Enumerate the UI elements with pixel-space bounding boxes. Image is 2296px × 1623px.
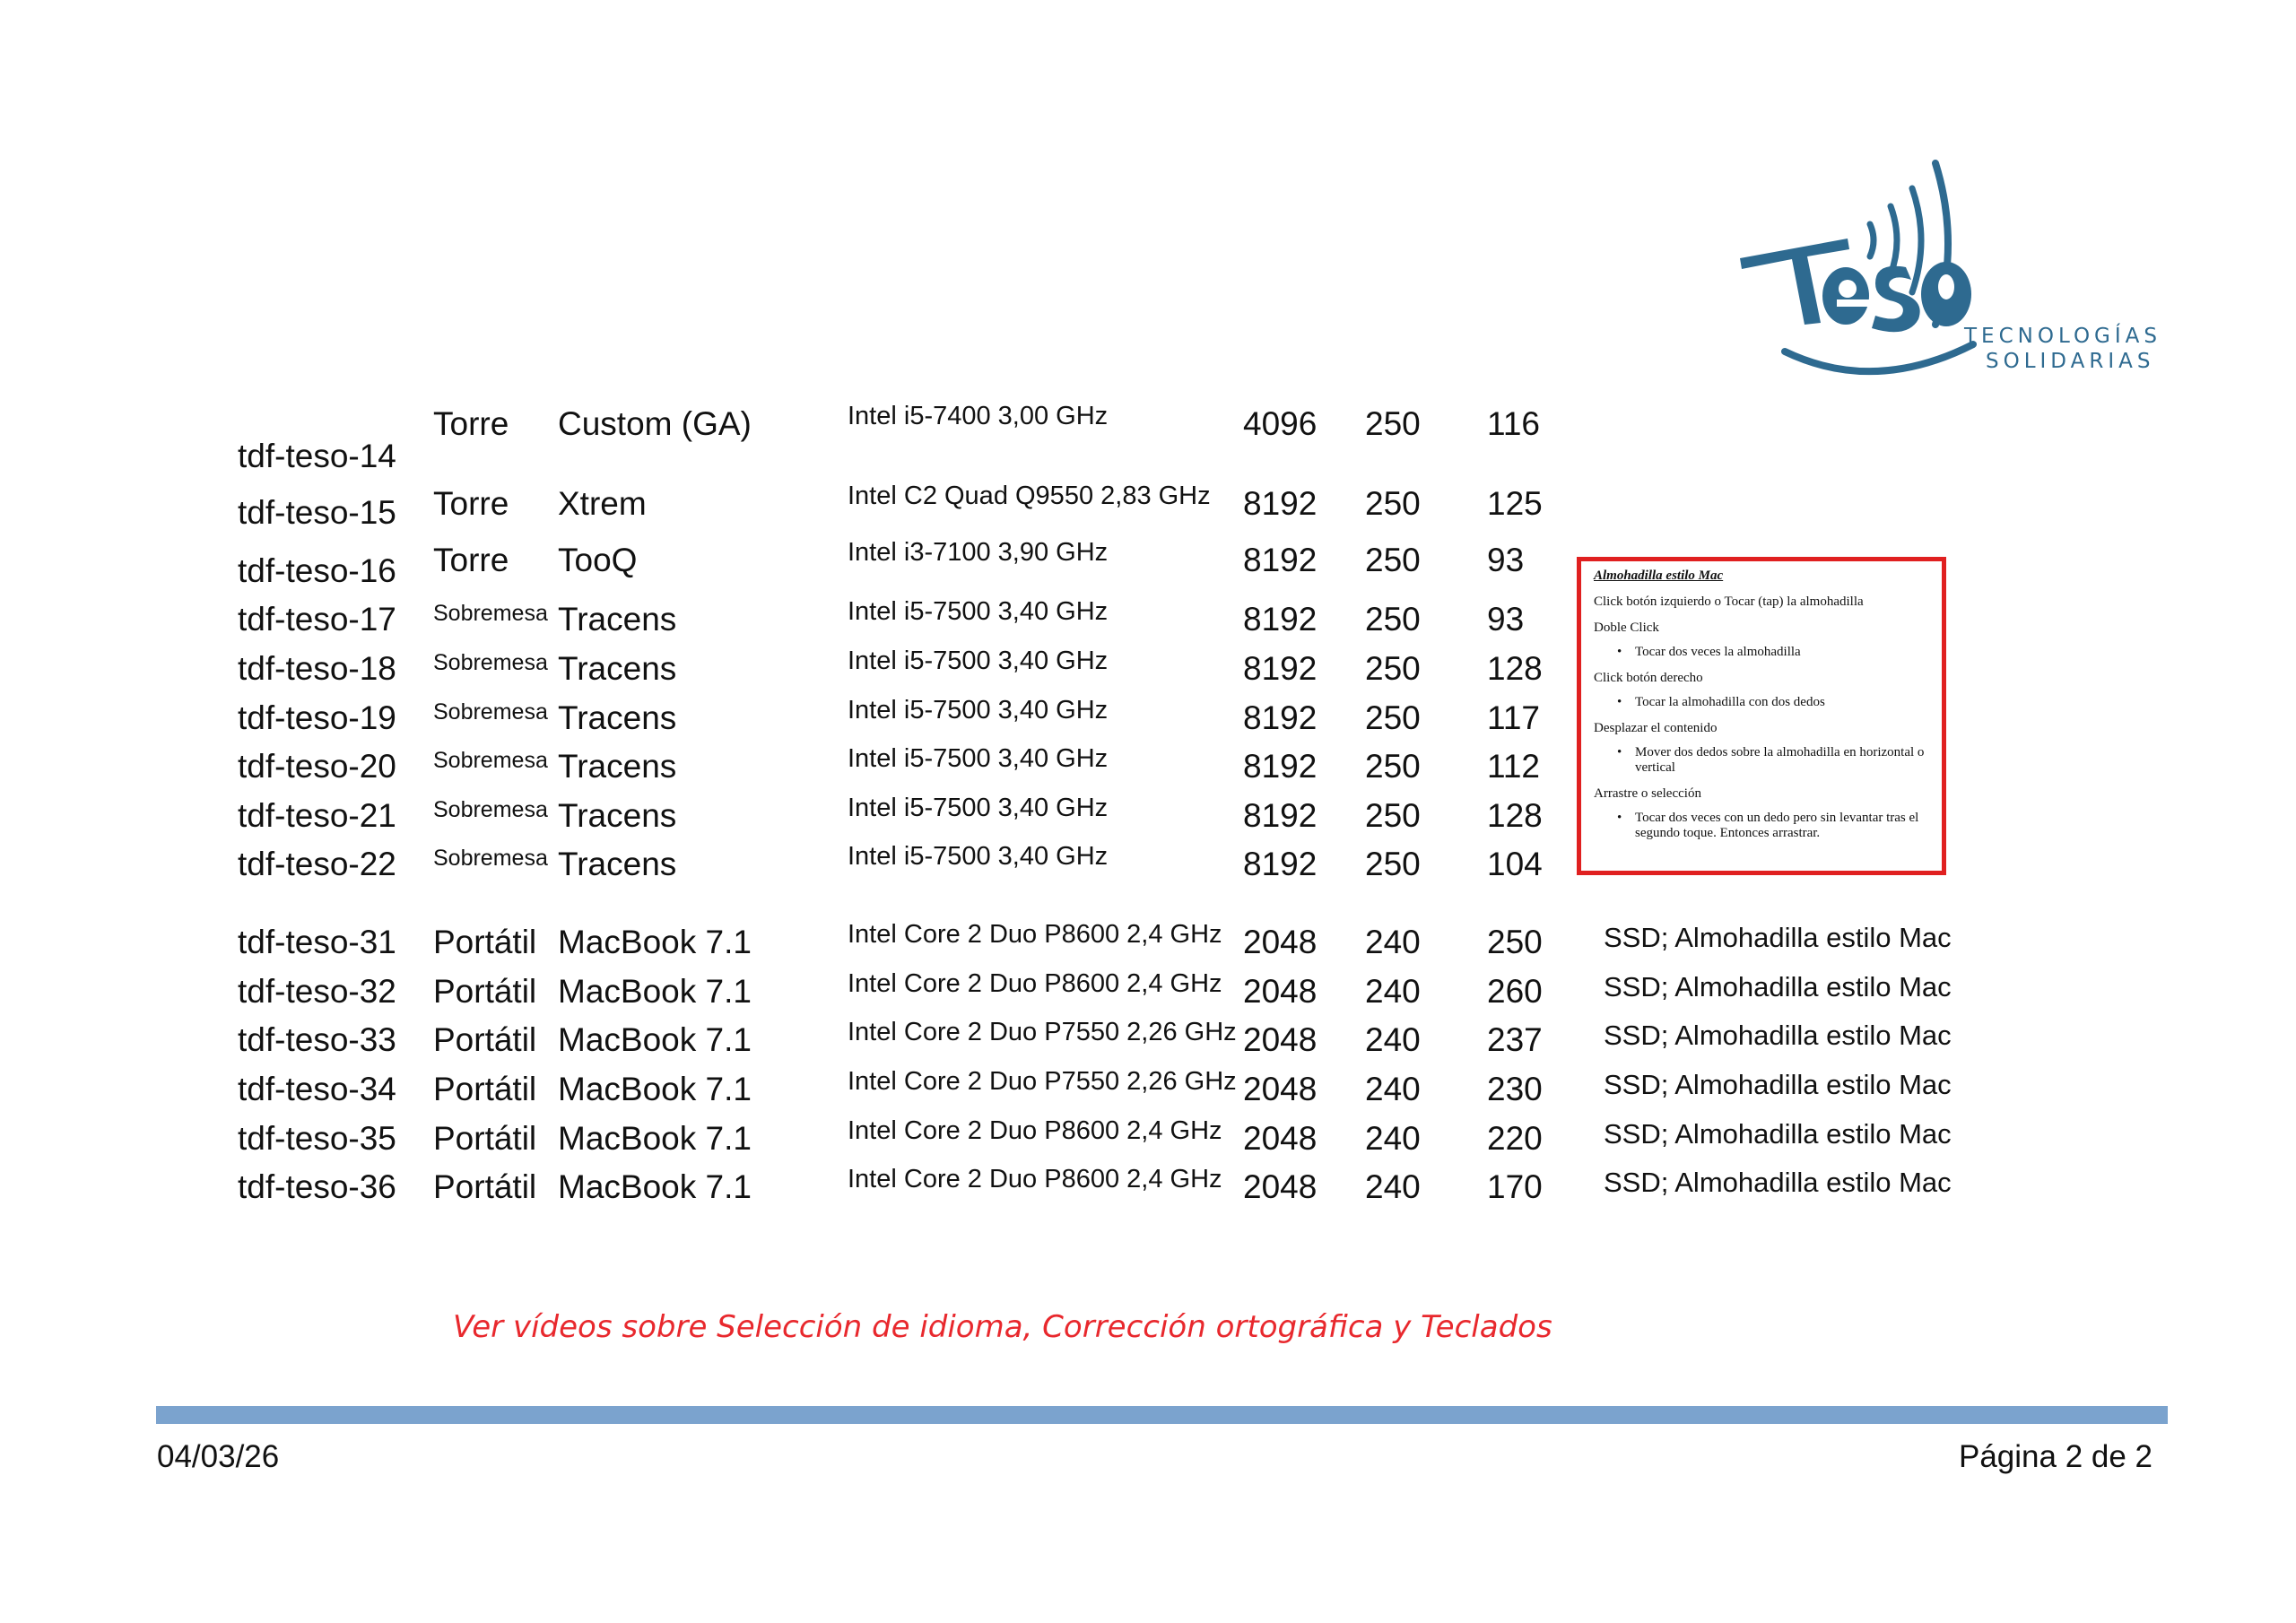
cell-type: Sobremesa bbox=[433, 846, 548, 871]
cell-cpu: Intel Core 2 Duo P8600 2,4 GHz bbox=[848, 1165, 1222, 1193]
cell-cpu: Intel i5-7500 3,40 GHz bbox=[848, 696, 1109, 725]
cell-disk: 250 bbox=[1365, 542, 1421, 578]
cell-ram: 2048 bbox=[1243, 924, 1318, 960]
cell-id: tdf-teso-21 bbox=[238, 797, 396, 834]
cell-id: tdf-teso-14 bbox=[238, 438, 396, 474]
cell-ram: 2048 bbox=[1243, 973, 1318, 1010]
cell-model: MacBook 7.1 bbox=[558, 1120, 752, 1157]
cell-type: Torre bbox=[433, 485, 509, 522]
cell-number: 112 bbox=[1487, 748, 1540, 785]
cell-cpu: Intel Core 2 Duo P8600 2,4 GHz bbox=[848, 920, 1222, 949]
cell-id: tdf-teso-17 bbox=[238, 601, 396, 638]
cell-type: Sobremesa bbox=[433, 699, 548, 725]
note-box-line: Arrastre o selección bbox=[1594, 786, 1701, 801]
table-row bbox=[0, 1018, 2296, 1070]
cell-model: Tracens bbox=[558, 797, 677, 834]
cell-disk: 250 bbox=[1365, 797, 1421, 834]
cell-ram: 8192 bbox=[1243, 846, 1318, 882]
cell-note: SSD; Almohadilla estilo Mac bbox=[1604, 1020, 1952, 1051]
cell-cpu: Intel i5-7500 3,40 GHz bbox=[848, 842, 1109, 871]
footer-page-number: Página 2 de 2 bbox=[1958, 1439, 2152, 1474]
logo-line-1: TECNOLOGÍAS bbox=[1964, 325, 2161, 348]
cell-model: Tracens bbox=[558, 846, 677, 882]
cell-ram: 2048 bbox=[1243, 1071, 1318, 1107]
cell-type: Portátil bbox=[433, 1168, 537, 1205]
note-box-line: Desplazar el contenido bbox=[1594, 721, 1718, 735]
cell-disk: 250 bbox=[1365, 846, 1421, 882]
table-row bbox=[0, 744, 2296, 796]
cell-model: Tracens bbox=[558, 601, 677, 638]
cell-cpu: Intel i5-7500 3,40 GHz bbox=[848, 647, 1109, 675]
cell-number: 260 bbox=[1487, 973, 1543, 1010]
cell-id: tdf-teso-36 bbox=[238, 1168, 396, 1205]
cell-model: TooQ bbox=[558, 542, 638, 578]
cell-disk: 240 bbox=[1365, 1120, 1421, 1157]
cell-ram: 2048 bbox=[1243, 1120, 1318, 1157]
cell-disk: 240 bbox=[1365, 1071, 1421, 1107]
cell-number: 250 bbox=[1487, 924, 1543, 960]
note-box-line: Doble Click bbox=[1594, 621, 1659, 635]
cell-model: Xtrem bbox=[558, 485, 647, 522]
cell-type: Sobremesa bbox=[433, 650, 548, 675]
videos-link[interactable]: Ver vídeos sobre Selección de idioma, Corrección ortográfica y Teclados bbox=[453, 1309, 1552, 1345]
table-row bbox=[0, 538, 2296, 590]
cell-ram: 8192 bbox=[1243, 542, 1318, 578]
cell-type: Portátil bbox=[433, 1071, 537, 1107]
cell-id: tdf-teso-15 bbox=[238, 494, 396, 531]
cell-disk: 250 bbox=[1365, 650, 1421, 687]
cell-note: SSD; Almohadilla estilo Mac bbox=[1604, 1167, 1952, 1198]
logo-line-2: SOLIDARIAS bbox=[1986, 350, 2155, 373]
cell-model: Tracens bbox=[558, 650, 677, 687]
table-row bbox=[0, 597, 2296, 649]
cell-disk: 250 bbox=[1365, 601, 1421, 638]
cell-model: MacBook 7.1 bbox=[558, 973, 752, 1010]
cell-model: MacBook 7.1 bbox=[558, 924, 752, 960]
cell-ram: 2048 bbox=[1243, 1021, 1318, 1058]
cell-disk: 250 bbox=[1365, 748, 1421, 785]
table-row bbox=[0, 842, 2296, 894]
cell-note: SSD; Almohadilla estilo Mac bbox=[1604, 1069, 1952, 1100]
cell-ram: 2048 bbox=[1243, 1168, 1318, 1205]
cell-type: Sobremesa bbox=[433, 601, 548, 626]
table-row bbox=[0, 920, 2296, 972]
note-box-line: Click botón izquierdo o Tocar (tap) la almohadilla bbox=[1594, 595, 1864, 609]
cell-type: Torre bbox=[433, 405, 509, 442]
footer-date: 04/03/26 bbox=[157, 1439, 280, 1474]
table-row bbox=[0, 969, 2296, 1021]
cell-type: Torre bbox=[433, 542, 509, 578]
cell-disk: 240 bbox=[1365, 1021, 1421, 1058]
cell-type: Portátil bbox=[433, 924, 537, 960]
cell-ram: 8192 bbox=[1243, 601, 1318, 638]
cell-note: SSD; Almohadilla estilo Mac bbox=[1604, 1118, 1952, 1150]
cell-ram: 8192 bbox=[1243, 748, 1318, 785]
cell-note: SSD; Almohadilla estilo Mac bbox=[1604, 971, 1952, 1002]
cell-ram: 4096 bbox=[1243, 405, 1318, 442]
cell-number: 93 bbox=[1487, 542, 1525, 578]
cell-cpu: Intel i5-7500 3,40 GHz bbox=[848, 744, 1109, 773]
cell-disk: 240 bbox=[1365, 924, 1421, 960]
cell-disk: 240 bbox=[1365, 1168, 1421, 1205]
cell-ram: 8192 bbox=[1243, 797, 1318, 834]
cell-cpu: Intel Core 2 Duo P7550 2,26 GHz bbox=[848, 1067, 1237, 1096]
note-box-bullet: • Tocar dos veces la almohadilla bbox=[1617, 645, 1933, 660]
cell-type: Sobremesa bbox=[433, 797, 548, 822]
cell-id: tdf-teso-31 bbox=[238, 924, 396, 960]
table-row bbox=[0, 1067, 2296, 1119]
cell-cpu: Intel i5-7400 3,00 GHz bbox=[848, 402, 1109, 430]
cell-id: tdf-teso-18 bbox=[238, 650, 396, 687]
table-row bbox=[0, 402, 2296, 474]
note-box-bullet: • Tocar la almohadilla con dos dedos bbox=[1617, 695, 1933, 710]
cell-id: tdf-teso-35 bbox=[238, 1120, 396, 1157]
cell-number: 230 bbox=[1487, 1071, 1543, 1107]
cell-id: tdf-teso-20 bbox=[238, 748, 396, 785]
cell-model: MacBook 7.1 bbox=[558, 1071, 752, 1107]
cell-number: 220 bbox=[1487, 1120, 1543, 1157]
cell-disk: 250 bbox=[1365, 405, 1421, 442]
cell-number: 93 bbox=[1487, 601, 1525, 638]
cell-number: 128 bbox=[1487, 650, 1543, 687]
cell-cpu: Intel i3-7100 3,90 GHz bbox=[848, 538, 1109, 567]
cell-ram: 8192 bbox=[1243, 699, 1318, 736]
table-row bbox=[0, 794, 2296, 846]
cell-number: 125 bbox=[1487, 485, 1543, 522]
note-box-bullet: • Tocar dos veces con un dedo pero sin levantar tras el segundo toque. Entonces arrastrar. bbox=[1617, 811, 1933, 841]
note-box-title: Almohadilla estilo Mac bbox=[1594, 568, 1724, 583]
cell-model: Tracens bbox=[558, 699, 677, 736]
cell-ram: 8192 bbox=[1243, 485, 1318, 522]
cell-disk: 250 bbox=[1365, 485, 1421, 522]
cell-cpu: Intel Core 2 Duo P7550 2,26 GHz bbox=[848, 1018, 1237, 1046]
table-row bbox=[0, 1116, 2296, 1168]
cell-note: SSD; Almohadilla estilo Mac bbox=[1604, 922, 1952, 953]
cell-number: 104 bbox=[1487, 846, 1543, 882]
cell-id: tdf-teso-22 bbox=[238, 846, 396, 882]
cell-disk: 250 bbox=[1365, 699, 1421, 736]
table-row bbox=[0, 696, 2296, 748]
cell-model: MacBook 7.1 bbox=[558, 1168, 752, 1205]
cell-id: tdf-teso-19 bbox=[238, 699, 396, 736]
cell-model: Custom (GA) bbox=[558, 405, 752, 442]
cell-type: Sobremesa bbox=[433, 748, 548, 773]
cell-number: 117 bbox=[1487, 699, 1540, 736]
cell-cpu: Intel i5-7500 3,40 GHz bbox=[848, 597, 1109, 626]
cell-cpu: Intel i5-7500 3,40 GHz bbox=[848, 794, 1109, 822]
cell-number: 128 bbox=[1487, 797, 1543, 834]
cell-type: Portátil bbox=[433, 1120, 537, 1157]
cell-disk: 240 bbox=[1365, 973, 1421, 1010]
cell-id: tdf-teso-32 bbox=[238, 973, 396, 1010]
cell-model: MacBook 7.1 bbox=[558, 1021, 752, 1058]
cell-type: Portátil bbox=[433, 1021, 537, 1058]
cell-cpu: Intel Core 2 Duo P8600 2,4 GHz bbox=[848, 1116, 1222, 1145]
table-row bbox=[0, 647, 2296, 699]
trackpad-instructions-box bbox=[1577, 557, 1946, 875]
cell-number: 170 bbox=[1487, 1168, 1543, 1205]
table-row bbox=[0, 482, 2296, 534]
cell-type: Portátil bbox=[433, 973, 537, 1010]
footer-divider bbox=[156, 1406, 2168, 1424]
note-box-line: Click botón derecho bbox=[1594, 671, 1703, 685]
cell-model: Tracens bbox=[558, 748, 677, 785]
cell-id: tdf-teso-16 bbox=[238, 552, 396, 589]
cell-number: 116 bbox=[1487, 405, 1540, 442]
cell-id: tdf-teso-34 bbox=[238, 1071, 396, 1107]
cell-ram: 8192 bbox=[1243, 650, 1318, 687]
cell-number: 237 bbox=[1487, 1021, 1543, 1058]
note-box-bullet: • Mover dos dedos sobre la almohadilla en horizontal o vertical bbox=[1617, 745, 1933, 776]
table-row bbox=[0, 1165, 2296, 1217]
cell-cpu: Intel Core 2 Duo P8600 2,4 GHz bbox=[848, 969, 1222, 998]
cell-id: tdf-teso-33 bbox=[238, 1021, 396, 1058]
cell-cpu: Intel C2 Quad Q9550 2,83 GHz bbox=[848, 482, 1211, 510]
